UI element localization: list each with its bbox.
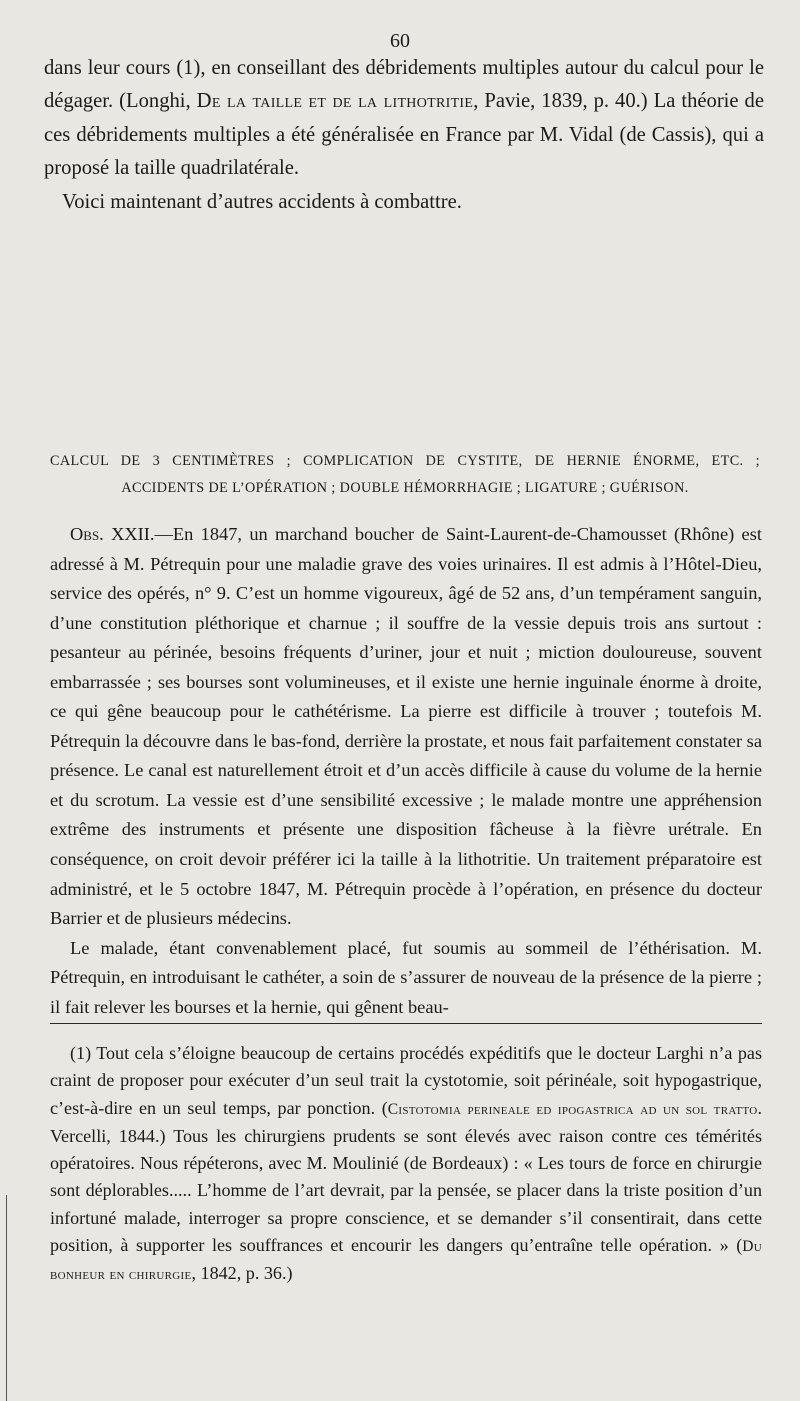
observation-label: Obs. XXII. [70, 524, 155, 544]
observation-paragraph-2: Le malade, étant convenablement placé, fut soumis au sommeil de l’éthérisation. M. Pétrequin, en introduisant le cathéter, a soin de s’assurer de nouveau de la présence de la pierre ; il fait relever les bourses et la hernie, qui gênent beau- [50, 937, 762, 1017]
intro-text-b: , Pavie, 1839, p. 40.) La théorie de ces débridements multiples a été généralisée en France par M. Vidal (de Cassis), qui a proposé la taille quadrilatérale. [44, 90, 764, 180]
observation-paragraph-1 [50, 520, 762, 934]
intro-paragraph [44, 52, 764, 219]
footnote-separator [50, 1023, 762, 1024]
intro-transition-line: Voici maintenant d’autres accidents à combattre. [62, 190, 462, 213]
case-heading-line-2: ACCIDENTS DE L’OPÉRATION ; DOUBLE HÉMORRHAGIE ; LIGATURE ; GUÉRISON. [121, 480, 689, 496]
footnote-text-a: (1) Tout cela s’éloigne beaucoup de certains procédés expéditifs que le docteur Larghi n’a pas craint de proposer pour exécuter d’un seul trait la cystotomie, soit périnéale, soit hypogastrique, c’est-à-dire en un seul temps, par ponction. ( [50, 1043, 762, 1118]
footnote-text-c: , 1842, p. 36.) [191, 1263, 293, 1284]
footnote-text-b: . Vercelli, 1844.) Tous les chirurgiens prudents se sont élevés avec raison contre ces témérités opératoires. Nous répéterons, avec M. Moulinié (de Bordeaux) : « Les tours de force en chirurgie sont déplorables..... L’homme de l’art devrait, par la pensée, se placer dans la triste position d’un infortuné malade, interroger sa propre conscience, et se demander s’il consentirait, dans cette position, à supporter les souffrances et encourir les dangers qu’entraîne telle opération. » ( [50, 1097, 762, 1256]
footnote-title-cistotomia: Cistotomia perineale ed ipogastrica ad un sol tratto [387, 1100, 758, 1118]
intro-text-a: dans leur cours (1), en conseillant des débridements multiples autour du calcul pour le dégager. (Longhi, [44, 57, 764, 113]
page-number: 60 [390, 30, 410, 52]
observation-body [50, 520, 762, 1022]
observation-text-1: —En 1847, un marchand boucher de Saint-Laurent-de-Chamousset (Rhône) est adressé à M. Pétrequin pour une maladie grave des voies urinaires. Il est admis à l’Hôtel-Dieu, service des opérés, n° 9. C’est un homme vigoureux, âgé de 52 ans, d’un tempérament sanguin, d’une constitution pléthorique et charnue ; il souffre de la vessie depuis trois ans surtout : pesanteur au périnée, besoins fréquents d’uriner, jour et nuit ; miction douloureuse, souvent embarrassée ; ses bourses sont volumineuses, et il existe une hernie inguinale énorme à droite, ce qui gêne beaucoup pour le cathétérisme. La pierre est difficile à trouver ; toutefois M. Pétrequin la découvre dans le bas-fond, derrière la prostate, et nous fait parfaitement constater sa présence. Le canal est naturellement étroit et d’un accès difficile à cause du volume de la hernie et du scrotum. La vessie est d’une sensibilité excessive ; le malade montre une appréhension extrême des instruments et présente une disposition fâcheuse à la fièvre urétrale. En conséquence, on croit devoir préférer ici la taille à la lithotritie. Un traitement préparatoire est administré, et le 5 octobre 1847, M. Pétrequin procède à l’opération, en présence du docteur Barrier et de plusieurs médecins. [50, 524, 762, 929]
scan-margin-edge [6, 1195, 7, 1401]
case-heading-line-1: CALCUL DE 3 CENTIMÈTRES ; COMPLICATION DE CYSTITE, DE HERNIE ÉNORME, ETC. ; [50, 453, 760, 469]
book-title-longhi: De la taille et de la lithotritie [196, 90, 474, 113]
footnote-title-bonheur: Du bonheur en chirurgie [50, 1238, 762, 1284]
case-heading [50, 448, 760, 502]
footnote [50, 1040, 762, 1289]
